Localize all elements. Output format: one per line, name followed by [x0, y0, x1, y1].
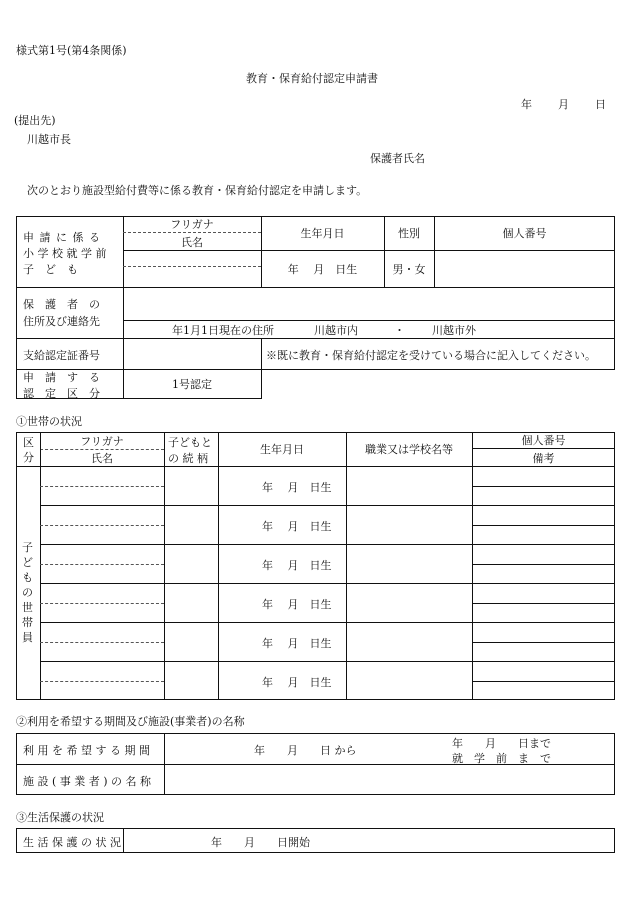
- kubun-header-1: 区: [23, 436, 34, 449]
- applicant-label-3: 子 ど も: [23, 263, 78, 276]
- option-separator: ・: [394, 324, 405, 337]
- applicant-label-1: 申 請 に 係 る: [23, 231, 101, 244]
- member-birth-field[interactable]: 年 月 日生: [262, 559, 332, 572]
- sex-header: 性別: [398, 227, 420, 240]
- child-name-field[interactable]: [123, 267, 261, 287]
- birth-col-header: 生年月日: [260, 443, 304, 456]
- member-birth-field[interactable]: 年 月 日生: [262, 520, 332, 533]
- period-from[interactable]: 年 月 日 から: [254, 744, 357, 757]
- out-city-option[interactable]: 川越市外: [432, 324, 476, 337]
- id-col-header: 個人番号: [521, 434, 566, 447]
- form-id: 様式第1号(第4条関係): [16, 44, 127, 57]
- date-year: 年: [521, 98, 532, 111]
- child-sex-field[interactable]: 男・女: [392, 263, 426, 276]
- date-month: 月: [558, 98, 569, 111]
- category-label-2: 認 定 区 分: [23, 387, 100, 400]
- applicant-label-2: 小 学 校 就 学 前: [23, 247, 107, 260]
- category-value: 1号認定: [172, 378, 212, 391]
- residence-label: 年1月1日現在の住所: [172, 324, 274, 337]
- cert-note: ※既に教育・保育給付認定を受けている場合に記入してください。: [266, 349, 596, 362]
- child-id-field[interactable]: [434, 251, 615, 287]
- member-birth-field[interactable]: 年 月 日生: [262, 676, 332, 689]
- form-title: 教育・保育給付認定申請書: [246, 72, 378, 85]
- occupation-col-header: 職業又は学校名等: [365, 443, 453, 456]
- submit-to: (提出先): [14, 114, 56, 127]
- intro-text: 次のとおり施設型給付費等に係る教育・保育給付認定を申請します。: [27, 184, 368, 197]
- name-col-header: 氏名: [91, 452, 113, 465]
- in-city-option[interactable]: 川越市内: [314, 324, 358, 337]
- member-birth-field[interactable]: 年 月 日生: [262, 637, 332, 650]
- addressee: 川越市長: [27, 133, 71, 146]
- welfare-label: 生 活 保 護 の 状 況: [23, 836, 121, 849]
- facility-label: 施 設 ( 事 業 者 ) の 名 称: [23, 775, 152, 788]
- guardian-name-label: 保護者氏名: [370, 152, 425, 165]
- period-label: 利 用 を 希 望 す る 期 間: [23, 744, 150, 757]
- relation-header-2: の 続 柄: [168, 452, 208, 465]
- guardian-label-1: 保 護 者 の: [23, 298, 100, 311]
- member-birth-field[interactable]: 年 月 日生: [262, 481, 332, 494]
- section2-heading: ②利用を希望する期間及び施設(事業者)の名称: [16, 715, 245, 728]
- furigana-col-header: フリガナ: [80, 434, 124, 448]
- birth-header: 生年月日: [300, 227, 345, 240]
- cert-number-label: 支給認定証番号: [23, 349, 100, 362]
- note-col-header: 備考: [532, 451, 555, 465]
- guardian-address-field[interactable]: [123, 288, 615, 320]
- welfare-start[interactable]: 年 月 日開始: [211, 836, 310, 849]
- child-birth-field[interactable]: 年 月 日生: [287, 263, 358, 276]
- child-furigana-field[interactable]: [123, 251, 261, 266]
- furigana-header: フリガナ: [170, 218, 214, 231]
- name-header: 氏名: [181, 235, 203, 249]
- period-to[interactable]: 年 月 日まで: [452, 737, 551, 750]
- date-day: 日: [595, 98, 606, 111]
- period-school[interactable]: 就 学 前 ま で: [452, 752, 551, 765]
- section3-heading: ③生活保護の状況: [16, 811, 104, 824]
- section1-heading: ①世帯の状況: [16, 415, 82, 428]
- guardian-label-2: 住所及び連絡先: [23, 315, 100, 328]
- category-label-1: 申 請 す る: [23, 371, 100, 384]
- relation-header-1: 子どもと: [168, 436, 212, 449]
- member-birth-field[interactable]: 年 月 日生: [262, 598, 332, 611]
- cert-number-field[interactable]: [123, 339, 261, 369]
- household-side-label: 子どもの世帯員: [22, 541, 33, 644]
- id-number-header: 個人番号: [502, 227, 547, 240]
- facility-field[interactable]: [165, 765, 614, 794]
- kubun-header-2: 分: [23, 451, 34, 464]
